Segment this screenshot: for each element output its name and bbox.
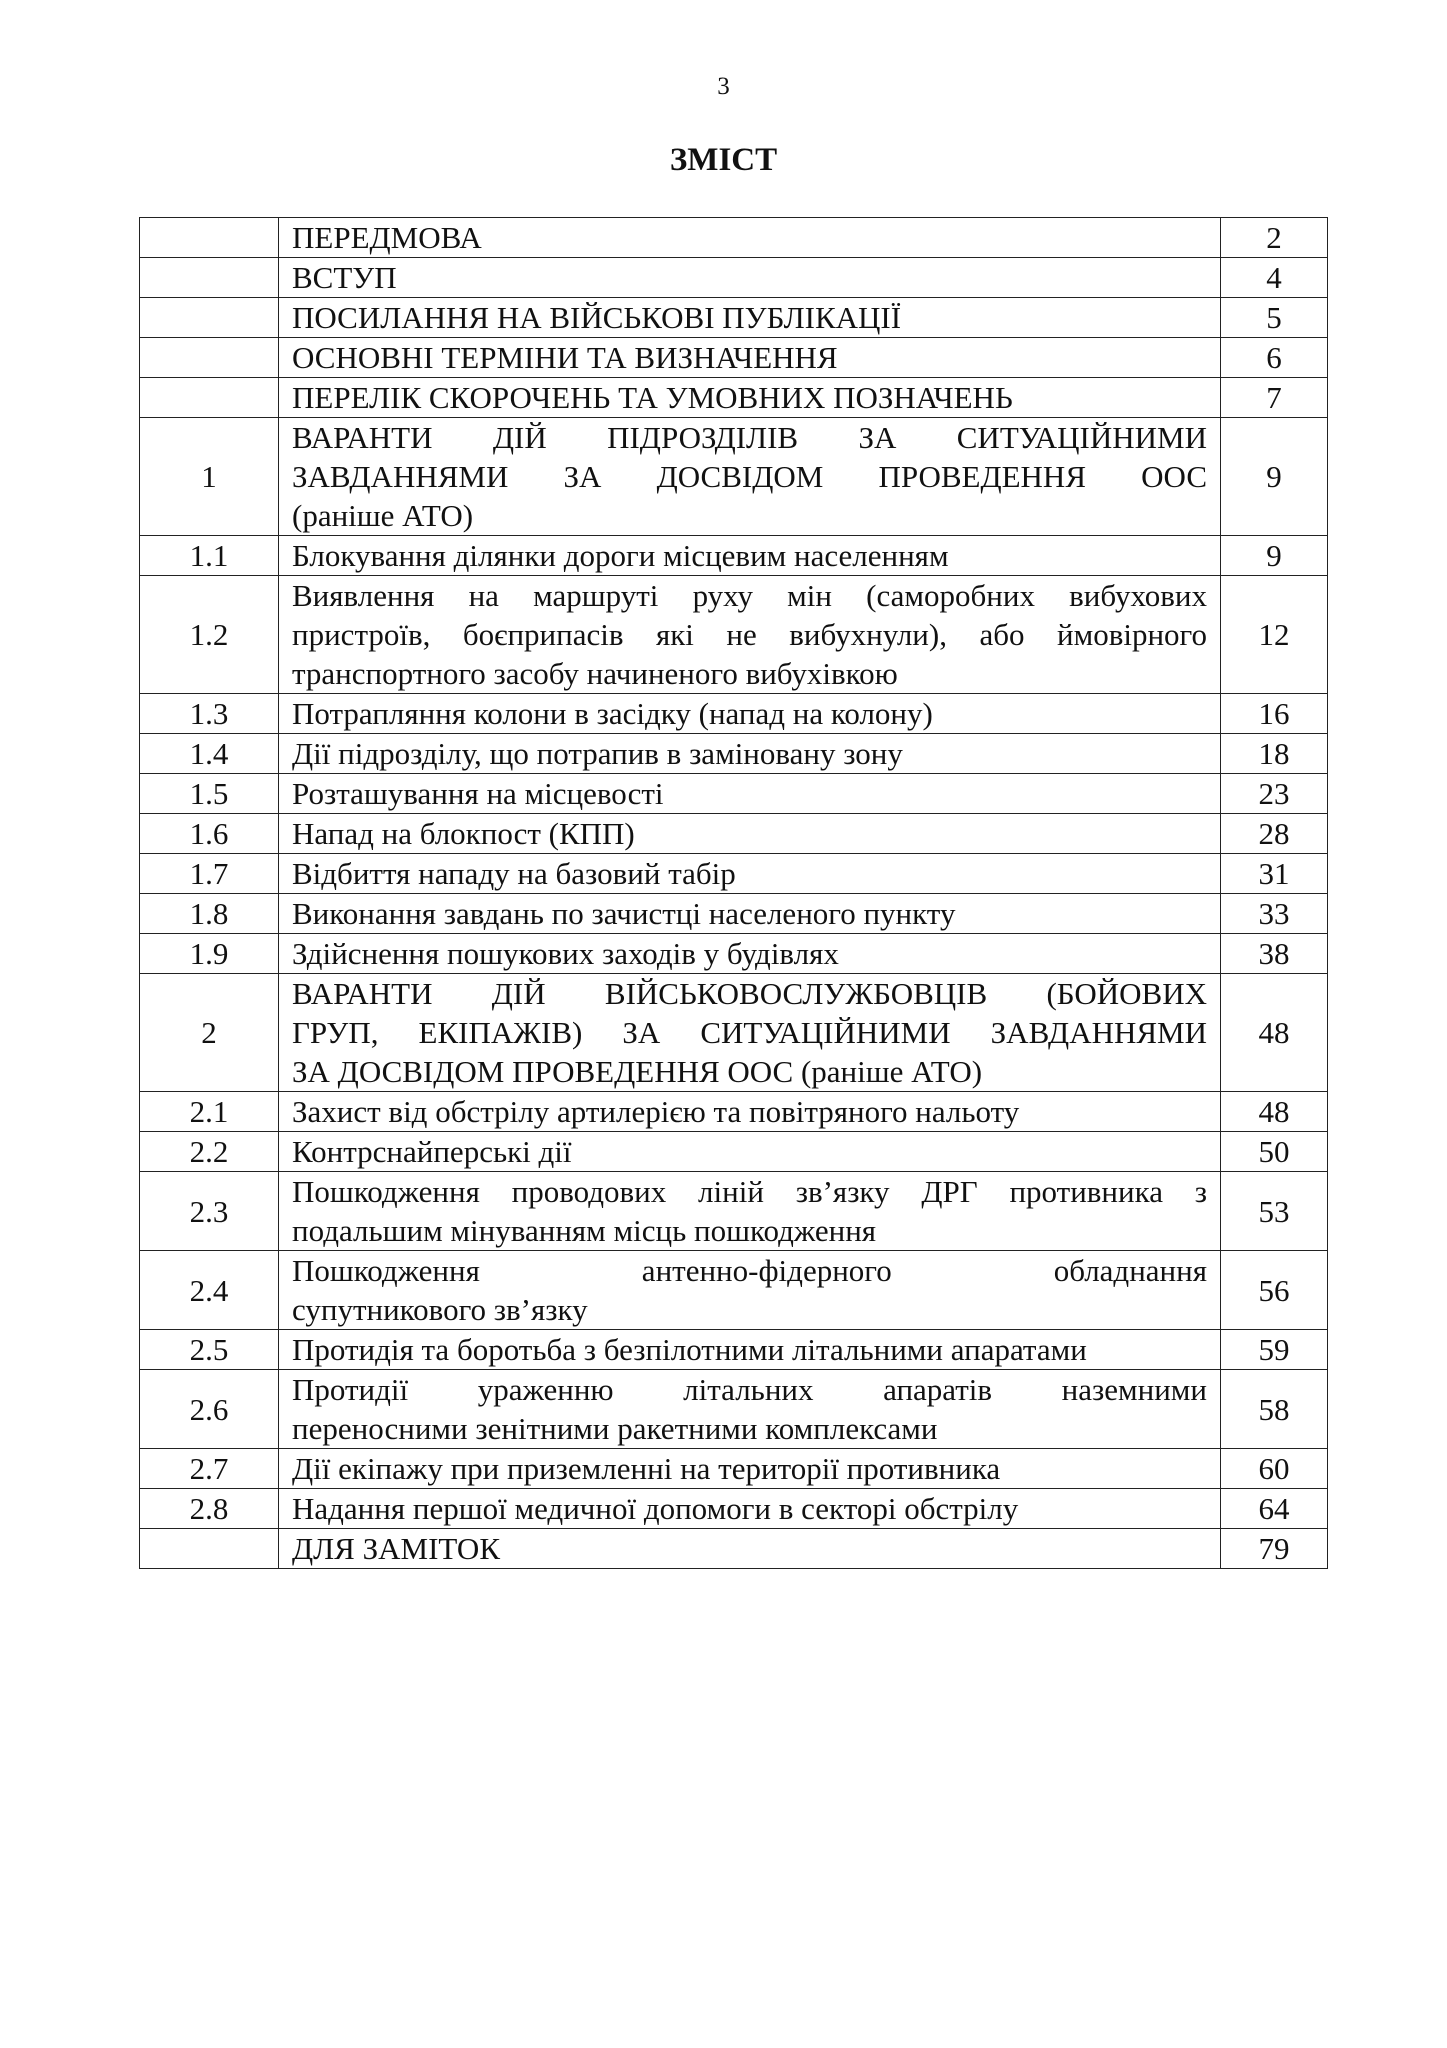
toc-row [140, 1092, 1328, 1132]
toc-row [140, 974, 1328, 1092]
toc-section-number: 1.1 [140, 536, 279, 576]
toc-title-line: Дії екіпажу при приземленні на території противника [292, 1451, 1001, 1486]
toc-title-line: Пошкодження проводових ліній зв’язку ДРГ противника з [292, 1174, 1207, 1209]
toc-row [140, 814, 1328, 854]
toc-title-line: ДЛЯ ЗАМІТОК [292, 1531, 500, 1566]
toc-page-number: 12 [1221, 576, 1328, 694]
toc-section-title [279, 1172, 1221, 1251]
page-number: 3 [717, 73, 730, 100]
toc-row [140, 734, 1328, 774]
toc-section-title [279, 1251, 1221, 1330]
toc-title-line: Потрапляння колони в засідку (напад на колону) [292, 696, 933, 731]
toc-section-number: 2.5 [140, 1330, 279, 1370]
toc-section-title [279, 1489, 1221, 1529]
toc-title-line: ПОСИЛАННЯ НА ВІЙСЬКОВІ ПУБЛІКАЦІЇ [292, 300, 902, 335]
toc-title-line: Захист від обстрілу артилерією та повітряного нальоту [292, 1094, 1020, 1129]
toc-row [140, 1489, 1328, 1529]
toc-section-number [140, 1529, 279, 1569]
toc-section-title [279, 1132, 1221, 1172]
toc-section-title [279, 1092, 1221, 1132]
toc-section-title [279, 1449, 1221, 1489]
toc-row [140, 218, 1328, 258]
toc-title-line: Блокування ділянки дороги місцевим населенням [292, 538, 949, 573]
toc-title-line: ПЕРЕДМОВА [292, 220, 482, 255]
toc-section-number [140, 218, 279, 258]
toc-section-number: 1.4 [140, 734, 279, 774]
toc-section-title [279, 814, 1221, 854]
toc-section-title [279, 974, 1221, 1092]
toc-row [140, 694, 1328, 734]
page-title: ЗМІСТ [669, 142, 778, 178]
toc-section-number: 1.8 [140, 894, 279, 934]
toc-page-number: 7 [1221, 378, 1328, 418]
toc-section-title [279, 694, 1221, 734]
toc-title-line: переносними зенітними ракетними комплексами [292, 1411, 938, 1446]
toc-title-line: Виявлення на маршруті руху мін (саморобних вибухових [292, 578, 1207, 613]
table-of-contents [139, 217, 1328, 1569]
toc-row [140, 378, 1328, 418]
toc-row [140, 774, 1328, 814]
toc-title-line: Дії підрозділу, що потрапив в заміновану зону [292, 736, 903, 771]
toc-page-number: 6 [1221, 338, 1328, 378]
toc-page-number: 60 [1221, 1449, 1328, 1489]
toc-section-number: 1.5 [140, 774, 279, 814]
toc-row [140, 536, 1328, 576]
toc-section-title [279, 338, 1221, 378]
toc-row [140, 1132, 1328, 1172]
toc-row [140, 258, 1328, 298]
toc-page-number: 38 [1221, 934, 1328, 974]
toc-title-line: Протидія та боротьба з безпілотними літальними апаратами [292, 1332, 1087, 1367]
toc-title-line: супутникового зв’язку [292, 1292, 588, 1327]
toc-section-title [279, 854, 1221, 894]
toc-section-title [279, 258, 1221, 298]
toc-section-number: 2.4 [140, 1251, 279, 1330]
toc-row [140, 576, 1328, 694]
toc-section-number: 1.3 [140, 694, 279, 734]
toc-section-number: 2.1 [140, 1092, 279, 1132]
toc-title-line: Відбиття нападу на базовий табір [292, 856, 736, 891]
toc-title-line: ЗА ДОСВІДОМ ПРОВЕДЕННЯ ООС (раніше АТО) [292, 1054, 983, 1089]
toc-section-title [279, 934, 1221, 974]
toc-section-number: 1.2 [140, 576, 279, 694]
toc-row [140, 1172, 1328, 1251]
toc-section-title [279, 774, 1221, 814]
toc-section-title [279, 1370, 1221, 1449]
toc-page-number: 33 [1221, 894, 1328, 934]
toc-row [140, 1330, 1328, 1370]
toc-section-title [279, 894, 1221, 934]
toc-page-number: 28 [1221, 814, 1328, 854]
toc-section-number: 2.8 [140, 1489, 279, 1529]
toc-section-number: 2.2 [140, 1132, 279, 1172]
toc-section-number [140, 338, 279, 378]
toc-section-number: 2 [140, 974, 279, 1092]
toc-page-number: 64 [1221, 1489, 1328, 1529]
toc-section-number: 2.3 [140, 1172, 279, 1251]
toc-page-number: 31 [1221, 854, 1328, 894]
toc-section-title [279, 536, 1221, 576]
toc-title-line: ВСТУП [292, 260, 397, 295]
toc-title-line: подальшим мінуванням місць пошкодження [292, 1213, 877, 1248]
toc-title-line: Здійснення пошукових заходів у будівлях [292, 936, 839, 971]
toc-title-line: (раніше АТО) [292, 498, 474, 533]
toc-title-line: транспортного засобу начиненого вибухівкою [292, 656, 898, 691]
toc-section-number: 1.6 [140, 814, 279, 854]
toc-section-number: 2.7 [140, 1449, 279, 1489]
toc-page-number: 48 [1221, 1092, 1328, 1132]
toc-row [140, 298, 1328, 338]
toc-section-number: 1.9 [140, 934, 279, 974]
toc-row [140, 1370, 1328, 1449]
toc-title-line: Надання першої медичної допомоги в секторі обстрілу [292, 1491, 1019, 1526]
toc-title-line: пристроїв, боєприпасів які не вибухнули), або ймовірного [292, 617, 1207, 652]
toc-section-number: 2.6 [140, 1370, 279, 1449]
toc-row [140, 934, 1328, 974]
toc-row [140, 894, 1328, 934]
toc-page-number: 18 [1221, 734, 1328, 774]
toc-title-line: Контрснайперські дії [292, 1134, 572, 1169]
toc-page-number: 59 [1221, 1330, 1328, 1370]
toc-row [140, 1529, 1328, 1569]
toc-title-line: ОСНОВНІ ТЕРМІНИ ТА ВИЗНАЧЕННЯ [292, 340, 838, 375]
toc-section-number: 1 [140, 418, 279, 536]
toc-section-title [279, 734, 1221, 774]
toc-row [140, 338, 1328, 378]
toc-title-line: Пошкодження антенно-фідерного обладнання [292, 1253, 1207, 1288]
toc-section-number: 1.7 [140, 854, 279, 894]
toc-section-title [279, 576, 1221, 694]
toc-section-title [279, 1330, 1221, 1370]
toc-page-number: 50 [1221, 1132, 1328, 1172]
toc-body [140, 218, 1328, 1569]
toc-section-title [279, 378, 1221, 418]
toc-row [140, 1449, 1328, 1489]
toc-row [140, 418, 1328, 536]
toc-page-number: 9 [1221, 536, 1328, 576]
toc-page-number: 2 [1221, 218, 1328, 258]
toc-section-number [140, 298, 279, 338]
toc-title-line: Напад на блокпост (КПП) [292, 816, 635, 851]
toc-section-title [279, 1529, 1221, 1569]
toc-title-line: ВАРАНТИ ДІЙ ПІДРОЗДІЛІВ ЗА СИТУАЦІЙНИМИ [292, 420, 1207, 455]
toc-section-title [279, 218, 1221, 258]
toc-title-line: Протидії ураженню літальних апаратів наземними [292, 1372, 1207, 1407]
toc-page-number: 48 [1221, 974, 1328, 1092]
toc-title-line: Виконання завдань по зачистці населеного пункту [292, 896, 956, 931]
toc-page-number: 5 [1221, 298, 1328, 338]
toc-title-line: ГРУП, ЕКІПАЖІВ) ЗА СИТУАЦІЙНИМИ ЗАВДАННЯМИ [292, 1015, 1207, 1050]
toc-page-number: 23 [1221, 774, 1328, 814]
toc-page-number: 4 [1221, 258, 1328, 298]
toc-section-title [279, 418, 1221, 536]
toc-title-line: Розташування на місцевості [292, 776, 664, 811]
toc-page-number: 9 [1221, 418, 1328, 536]
toc-section-title [279, 298, 1221, 338]
toc-title-line: ПЕРЕЛІК СКОРОЧЕНЬ ТА УМОВНИХ ПОЗНАЧЕНЬ [292, 380, 1013, 415]
toc-section-number [140, 378, 279, 418]
toc-section-number [140, 258, 279, 298]
toc-page-number: 79 [1221, 1529, 1328, 1569]
toc-row [140, 1251, 1328, 1330]
toc-page-number: 56 [1221, 1251, 1328, 1330]
toc-title-line: ВАРАНТИ ДІЙ ВІЙСЬКОВОСЛУЖБОВЦІВ (БОЙОВИХ [292, 976, 1207, 1011]
toc-page-number: 16 [1221, 694, 1328, 734]
toc-page-number: 53 [1221, 1172, 1328, 1251]
toc-row [140, 854, 1328, 894]
toc-title-line: ЗАВДАННЯМИ ЗА ДОСВІДОМ ПРОВЕДЕННЯ ООС [292, 459, 1207, 494]
toc-page-number: 58 [1221, 1370, 1328, 1449]
